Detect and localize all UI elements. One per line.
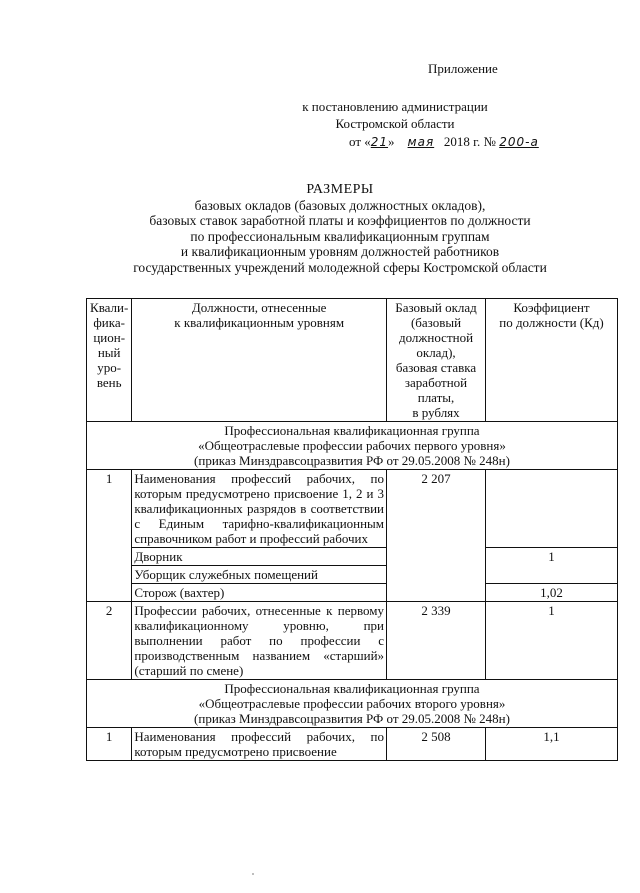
group-1-line-2: «Общеотраслевые профессии рабочих первого уровня» <box>198 438 506 453</box>
title-main: РАЗМЕРЫ <box>306 182 374 197</box>
table-row <box>87 548 618 566</box>
header-base-salary: Базовый оклад (базовый должностной оклад), базовая ставка заработной платы, в рублях <box>387 299 486 422</box>
group-1-line-1: Профессиональная квалификационная группа <box>224 423 480 438</box>
group-1-heading <box>87 422 618 470</box>
appendix-line-decree: к постановлению администрации <box>302 99 488 114</box>
group-2-heading <box>87 680 618 728</box>
date-prefix: от « <box>349 134 371 149</box>
rates-table <box>86 298 618 761</box>
handwritten-month: мая <box>407 135 435 149</box>
header-coefficient: Коэффициент по должности (Кд) <box>486 299 618 422</box>
table-row <box>87 602 618 680</box>
group-2-line-1: Профессиональная квалификационная группа <box>224 681 480 696</box>
group-1-row <box>87 422 618 470</box>
title-sub-4: и квалификационным уровням должностей работников <box>180 244 500 259</box>
handwritten-number: 200-а <box>499 135 539 149</box>
table-row <box>87 728 618 761</box>
header-level: Квали- фика- цион- ный уро- вень <box>87 299 132 422</box>
handwritten-day: 21 <box>370 135 389 149</box>
coefficient-cell: 1 <box>486 548 618 584</box>
position-cell: Наименования профессий рабочих, по которым предусмотрено присвоение 1, 2 и 3 квалификационных разрядов в соответствии с Единым тарифно-квалификационным справочником работ и профессий рабочих <box>132 470 387 548</box>
position-cell: Уборщик служебных помещений <box>132 566 387 584</box>
table-row <box>87 470 618 548</box>
table-header-row <box>87 299 618 422</box>
position-cell: Сторож (вахтер) <box>132 584 387 602</box>
title-sub-3: по профессиональным квалификационным группам <box>190 228 490 244</box>
header-positions: Должности, отнесенные к квалификационным уровням <box>132 299 387 422</box>
group-2-line-2: «Общеотраслевые профессии рабочих второго уровня» <box>198 696 506 711</box>
coefficient-cell <box>486 470 618 548</box>
group-2-line-3: (приказ Минздравсоцразвития РФ от 29.05.2008 № 248н) <box>194 711 510 726</box>
base-salary-cell: 2 207 <box>387 470 486 602</box>
coefficient-cell: 1 <box>486 602 618 680</box>
coefficient-cell: 1,1 <box>486 728 618 761</box>
level-cell: 1 <box>87 728 132 761</box>
position-cell: Дворник <box>132 548 387 566</box>
group-1-line-3: (приказ Минздравсоцразвития РФ от 29.05.2008 № 248н) <box>194 453 510 468</box>
appendix-line-date-number <box>349 134 609 150</box>
date-year-number: 2018 г. № <box>443 134 496 149</box>
title-sub-1: базовых окладов (базовых должностных окладов), <box>194 197 486 213</box>
appendix-label: Приложение <box>428 61 498 76</box>
scan-speck <box>252 873 254 875</box>
base-salary-cell: 2 339 <box>387 602 486 680</box>
table-row <box>87 584 618 602</box>
group-2-row <box>87 680 618 728</box>
title-sub-5: государственных учреждений молодежной сферы Костромской области <box>133 259 547 275</box>
document-title <box>60 182 620 275</box>
appendix-line-region: Костромской области <box>335 116 455 131</box>
title-sub-2: базовых ставок заработной платы и коэффициентов по должности <box>149 213 531 228</box>
coefficient-cell: 1,02 <box>486 584 618 602</box>
position-cell: Наименования профессий рабочих, по которым предусмотрено присвоение <box>132 728 387 761</box>
level-cell: 1 <box>87 470 132 602</box>
date-mid: » <box>388 134 395 149</box>
base-salary-cell: 2 508 <box>387 728 486 761</box>
level-cell: 2 <box>87 602 132 680</box>
position-cell: Профессии рабочих, отнесенные к первому квалификационному уровню, при выполнении работ по профессии с производственным названием «старший» (старший по смене) <box>132 602 387 680</box>
